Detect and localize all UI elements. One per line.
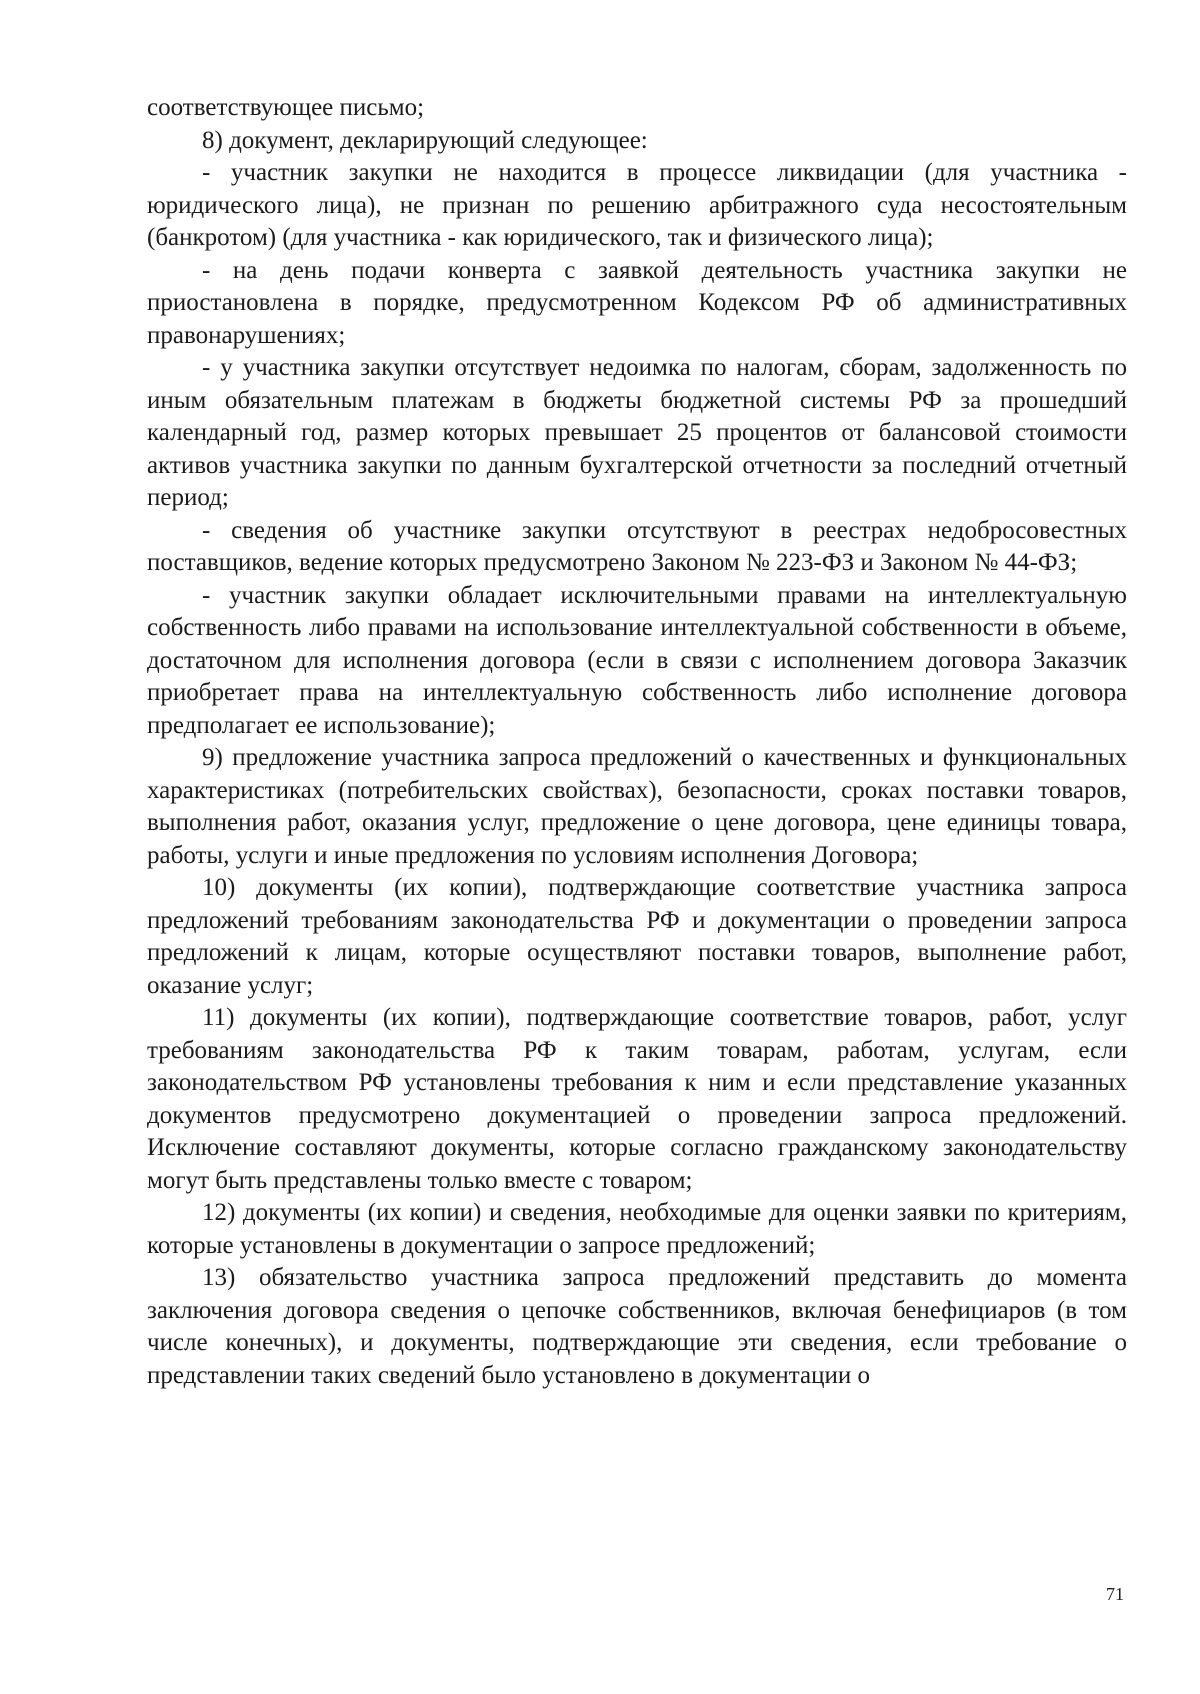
- paragraph-item-8-arrears: - у участника закупки отсутствует недоимка по налогам, сборам, задолженность по иным обязательным платежам в бюджеты бюджетной системы РФ за прошедший календарный год, размер которых превышает 25 процентов от балансовой стоимости активов участника закупки по данным бухгалтерской отчетности за последний отчетный период;: [147, 354, 1127, 511]
- page-number: 71: [1106, 1584, 1124, 1604]
- paragraph-item-13: 13) обязательство участника запроса предложений представить до момента заключения договора сведения о цепочке собственников, включая бенефициаров (в том числе конечных), и документы, подтверждающие эти сведения, если требование о представлении таких сведений было установлено в документации о: [147, 1264, 1127, 1389]
- document-body: [147, 92, 1127, 1392]
- paragraph-item-8: 8) документ, декларирующий следующее:: [202, 126, 648, 154]
- paragraph-item-11: 11) документы (их копии), подтверждающие соответствие товаров, работ, услуг требованиям законодательства РФ к таким товарам, работам, услугам, если законодательством РФ установлены требования к ним и если представление указанных документов предусмотрено документацией о проведении запроса предложений. Исключение составляют документы, которые согласно гражданскому законодательству могут быть представлены только вместе с товаром;: [147, 1004, 1127, 1194]
- paragraph-item-12: 12) документы (их копии) и сведения, необходимые для оценки заявки по критериям, которые установлены в документации о запросе предложений;: [147, 1199, 1127, 1259]
- paragraph-item-8-registry: - сведения об участнике закупки отсутствуют в реестрах недобросовестных поставщиков, ведение которых предусмотрено Законом № 223-ФЗ и Законом № 44-ФЗ;: [147, 516, 1127, 576]
- paragraph-item-10: 10) документы (их копии), подтверждающие соответствие участника запроса предложений требованиям законодательства РФ и документации о проведении запроса предложений к лицам, которые осуществляют поставки товаров, выполнение работ, оказание услуг;: [147, 874, 1127, 999]
- paragraph-item-8-liquidation: - участник закупки не находится в процессе ликвидации (для участника - юридического лица), не признан по решению арбитражного суда несостоятельным (банкротом) (для участника - как юридического, так и физического лица);: [147, 159, 1127, 251]
- paragraph-item-9: 9) предложение участника запроса предложений о качественных и функциональных характеристиках (потребительских свойствах), безопасности, сроках поставки товаров, выполнения работ, оказания услуг, предложение о цене договора, цене единицы товара, работы, услуги и иные предложения по условиям исполнения Договора;: [147, 744, 1127, 869]
- paragraph-item-8-ip-rights: - участник закупки обладает исключительными правами на интеллектуальную собственность либо правами на использование интеллектуальной собственности в объеме, достаточном для исполнения договора (если в связи с исполнением договора Заказчик приобретает права на интеллектуальную собственность либо исполнение договора предполагает ее использование);: [147, 581, 1127, 739]
- paragraph-continuation: соответствующее письмо;: [147, 94, 425, 121]
- paragraph-item-8-activity: - на день подачи конверта с заявкой деятельность участника закупки не приостановлена в порядке, предусмотренном Кодексом РФ об административных правонарушениях;: [147, 256, 1127, 349]
